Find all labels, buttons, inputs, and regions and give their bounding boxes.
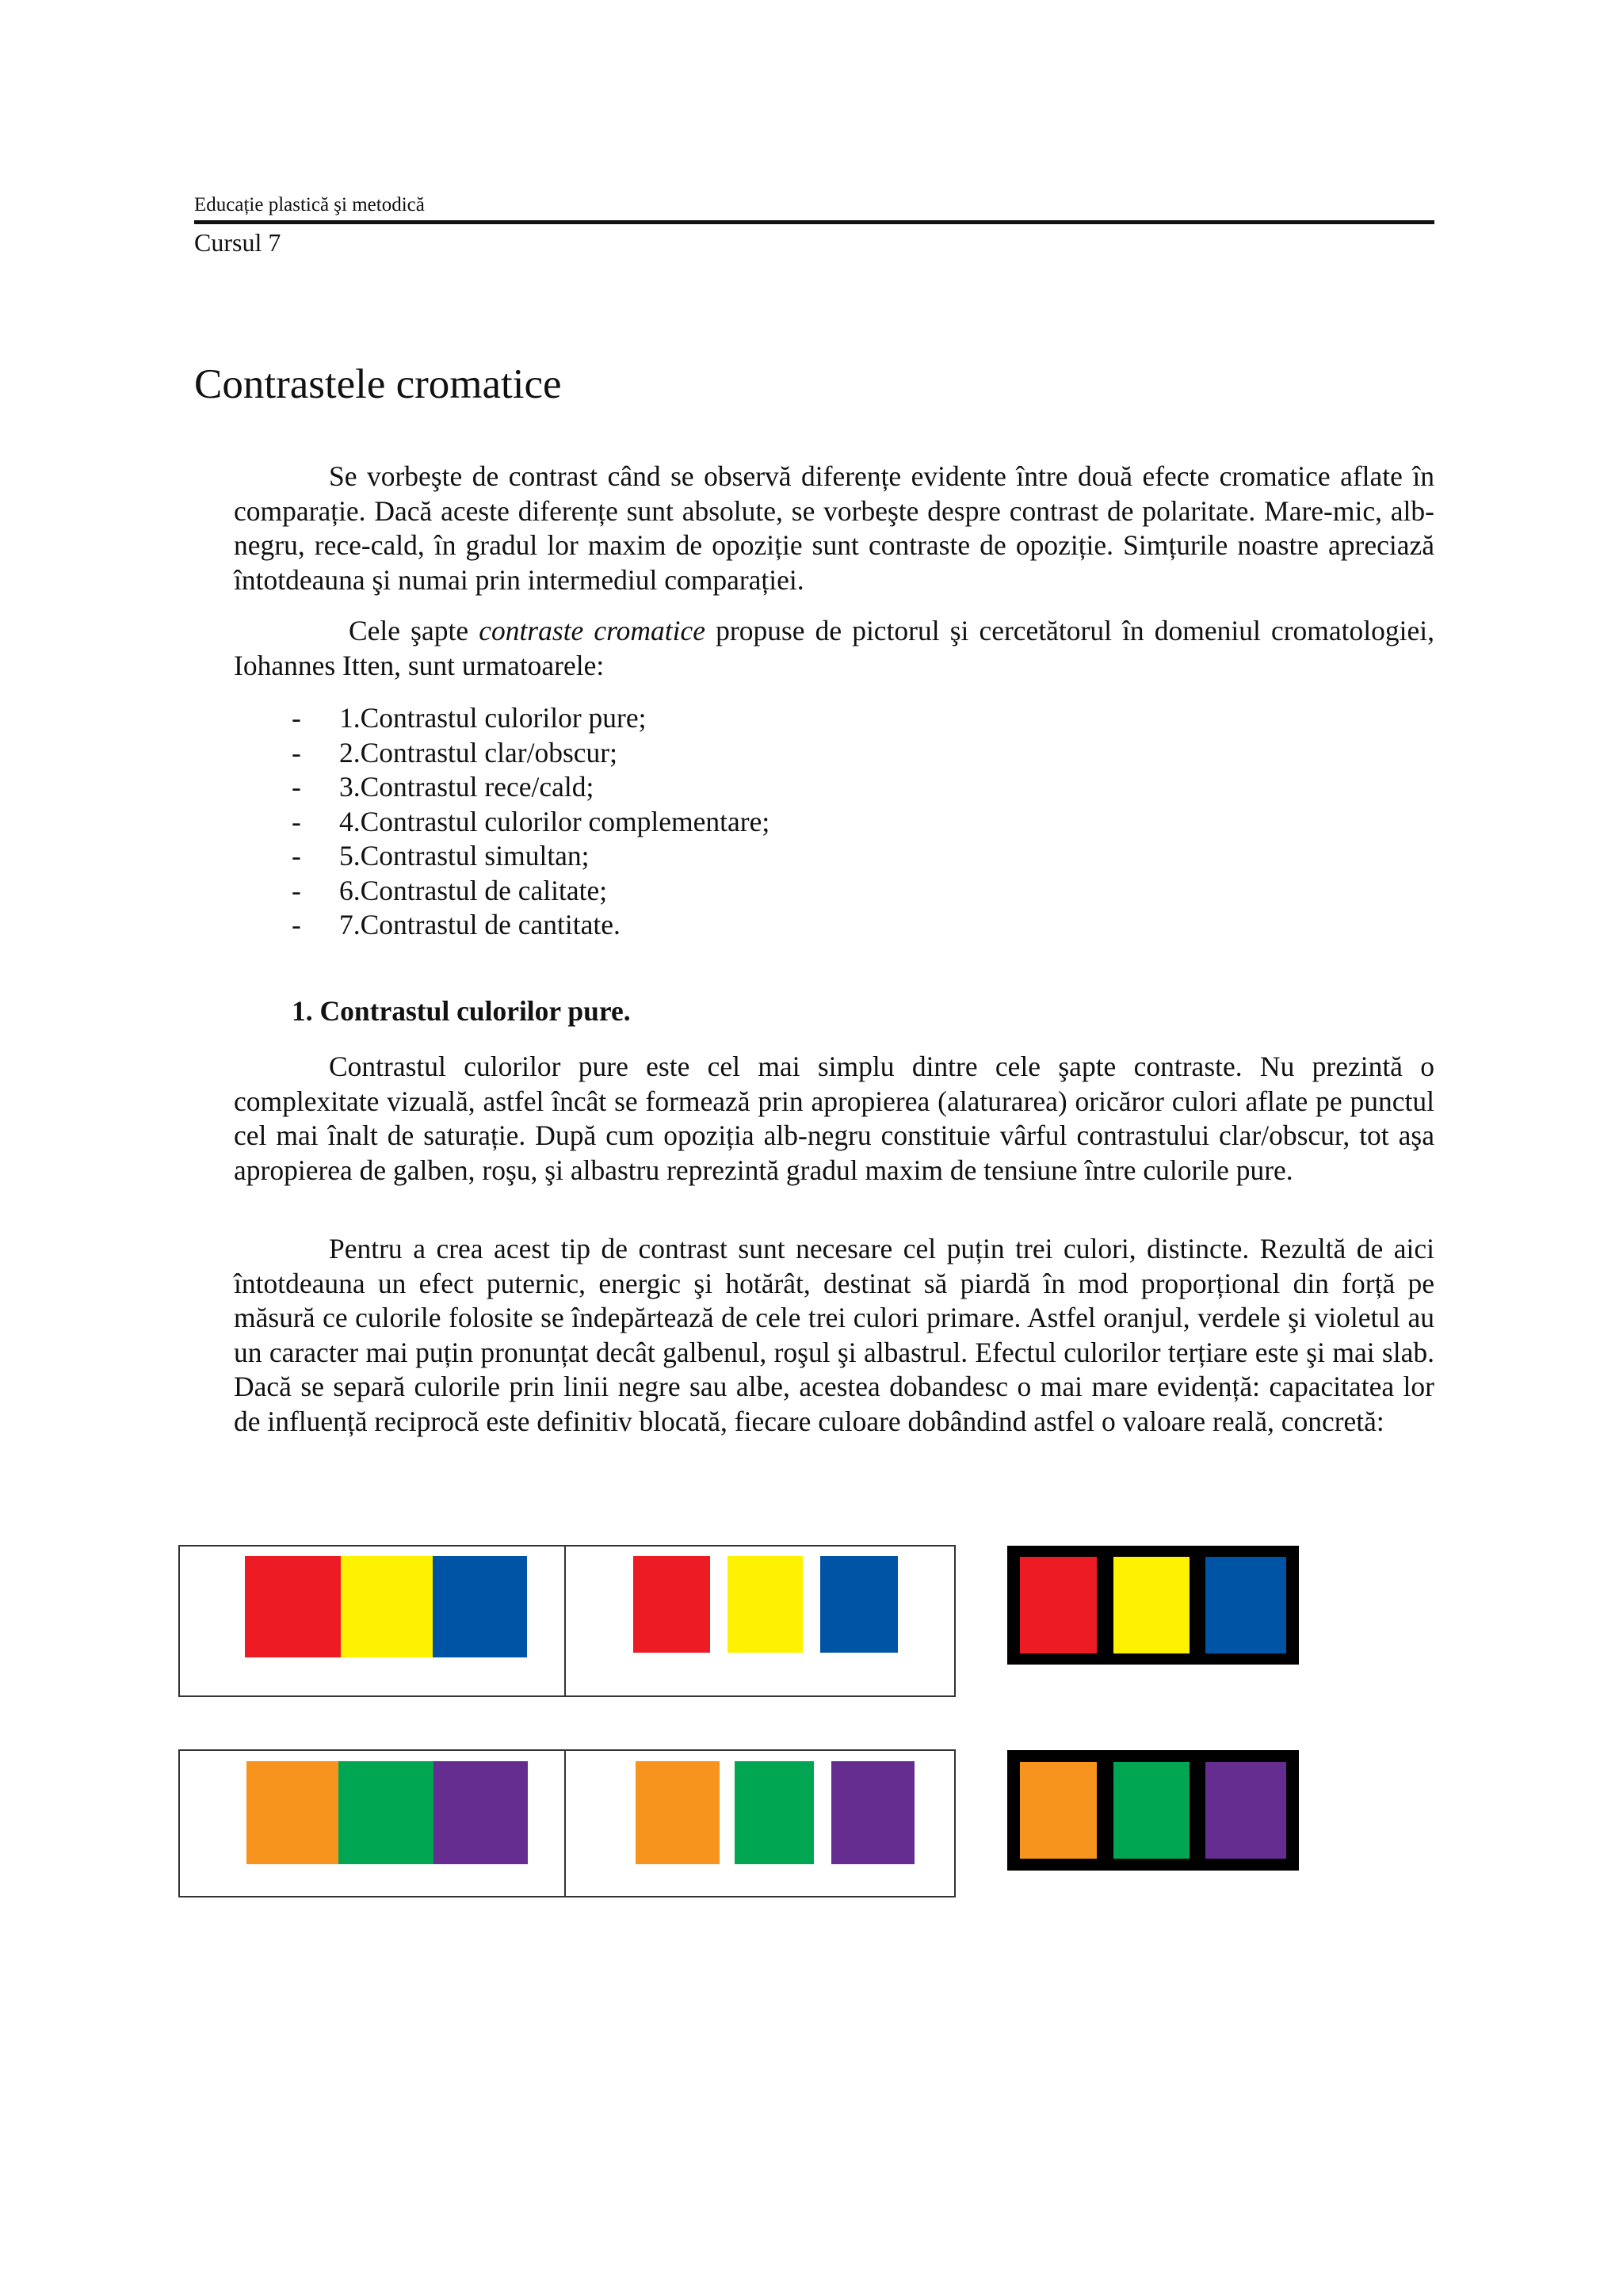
itten-text-end: propuse de pictorul şi cercetătorul în domeniul cromatologiei, Iohannes Itten, sunt urmatoarele: (234, 615, 1434, 681)
swatch-red (245, 1556, 341, 1657)
list-item-text: 3.Contrastul rece/cald; (339, 771, 594, 803)
swatch-blue (433, 1556, 527, 1657)
list-item (292, 908, 769, 943)
itten-emphasis: contraste cromatice (479, 615, 706, 646)
list-item (292, 805, 769, 840)
list-item (292, 839, 769, 874)
swatch-blue (820, 1556, 898, 1653)
adjacent-swatch-panel (178, 1749, 572, 1897)
header-divider (194, 220, 1434, 224)
list-item-text: 5.Contrastul simultan; (339, 840, 590, 871)
swatch-purple (831, 1761, 915, 1864)
swatch-yellow (341, 1556, 433, 1657)
separated-swatch-panel (564, 1545, 956, 1697)
itten-paragraph (234, 614, 1434, 683)
course-name: Educație plastică şi metodică (194, 194, 425, 215)
pure-colors-paragraph-2: Pentru a crea acest tip de contrast sunt necesare cel puțin trei culori, distincte. Rezultă de aici întotdeauna un efect puternic, energic şi hotărât, destinat să piardă în mod proporțional din forță pe măsură ce culorile folosite se îndepărtează de cele trei culori primare. Astfel oranjul, verdele şi violetul au un caracter mai puțin pronunțat decât galbenul, roşul şi albastrul. Efectul culorilor terțiare este şi mai slab. Dacă se separă culorile prin linii negre sau albe, acestea dobandesc o mai mare evidență: capacitatea lor de influență reciprocă este definitiv blocată, fiecare culoare dobândind astfel o valoare reală, concretă: (234, 1233, 1434, 1437)
list-bullet: - (292, 702, 301, 734)
list-item (292, 701, 769, 736)
list-item-text: 7.Contrastul de cantitate. (339, 909, 621, 940)
swatch-purple (433, 1761, 528, 1864)
swatch-green (1113, 1762, 1190, 1859)
list-item-text: 1.Contrastul culorilor pure; (339, 702, 647, 734)
black-framed-swatches (1007, 1750, 1299, 1871)
pure-colors-paragraph: Contrastul culorilor pure este cel mai simplu dintre cele şapte contraste. Nu prezintă o complexitate vizuală, astfel încât se formează prin apropierea (alaturarea) oricăror culori aflate pe punctul cel mai înalt de saturație. După cum opoziția alb-negru constituie vârful contrastului clar/obscur, tot aşa apropierea de galben, roşu, şi albastru reprezintă gradul maxim de tensiune între culorile pure. (234, 1051, 1434, 1186)
separated-swatch-panel (564, 1749, 956, 1897)
swatch-purple (1205, 1762, 1286, 1859)
swatch-green (735, 1761, 814, 1864)
swatch-green (338, 1761, 433, 1864)
list-item (292, 736, 769, 771)
page-title: Contrastele cromatice (194, 361, 562, 407)
list-bullet: - (292, 909, 301, 940)
list-item-text: 6.Contrastul de calitate; (339, 874, 608, 906)
black-framed-swatches (1007, 1546, 1299, 1665)
swatch-orange (1020, 1762, 1097, 1859)
list-bullet: - (292, 771, 301, 803)
swatch-orange (246, 1761, 338, 1864)
swatch-yellow (727, 1556, 803, 1653)
list-bullet: - (292, 840, 301, 871)
list-bullet: - (292, 874, 301, 906)
contrast-list (292, 701, 769, 943)
lecture-number: Cursul 7 (194, 228, 281, 257)
list-bullet: - (292, 736, 301, 769)
list-item-text: 2.Contrastul clar/obscur; (339, 736, 617, 769)
swatch-blue (1205, 1557, 1286, 1653)
adjacent-swatch-panel (178, 1545, 572, 1697)
list-item-text: 4.Contrastul culorilor complementare; (339, 805, 770, 837)
intro-paragraph: Se vorbeşte de contrast când se observă diferențe evidente între două efecte cromatice aflate în comparație. Dacă aceste diferențe sunt absolute, se vorbeşte despre contrast de polaritate. Mare-mic, alb-negru, rece-cald, în gradul lor maxim de opoziție sunt contraste de opoziție. Simțurile noastre apreciază întotdeauna şi numai prin intermediul comparației. (234, 460, 1434, 596)
list-item (292, 874, 769, 909)
swatch-yellow (1113, 1557, 1190, 1653)
swatch-red (1020, 1557, 1097, 1653)
swatch-orange (636, 1761, 720, 1864)
list-item (292, 770, 769, 805)
itten-text-start: Cele şapte (349, 615, 479, 646)
list-bullet: - (292, 805, 301, 837)
section-heading: 1. Contrastul culorilor pure. (292, 995, 631, 1027)
swatch-red (633, 1556, 710, 1653)
